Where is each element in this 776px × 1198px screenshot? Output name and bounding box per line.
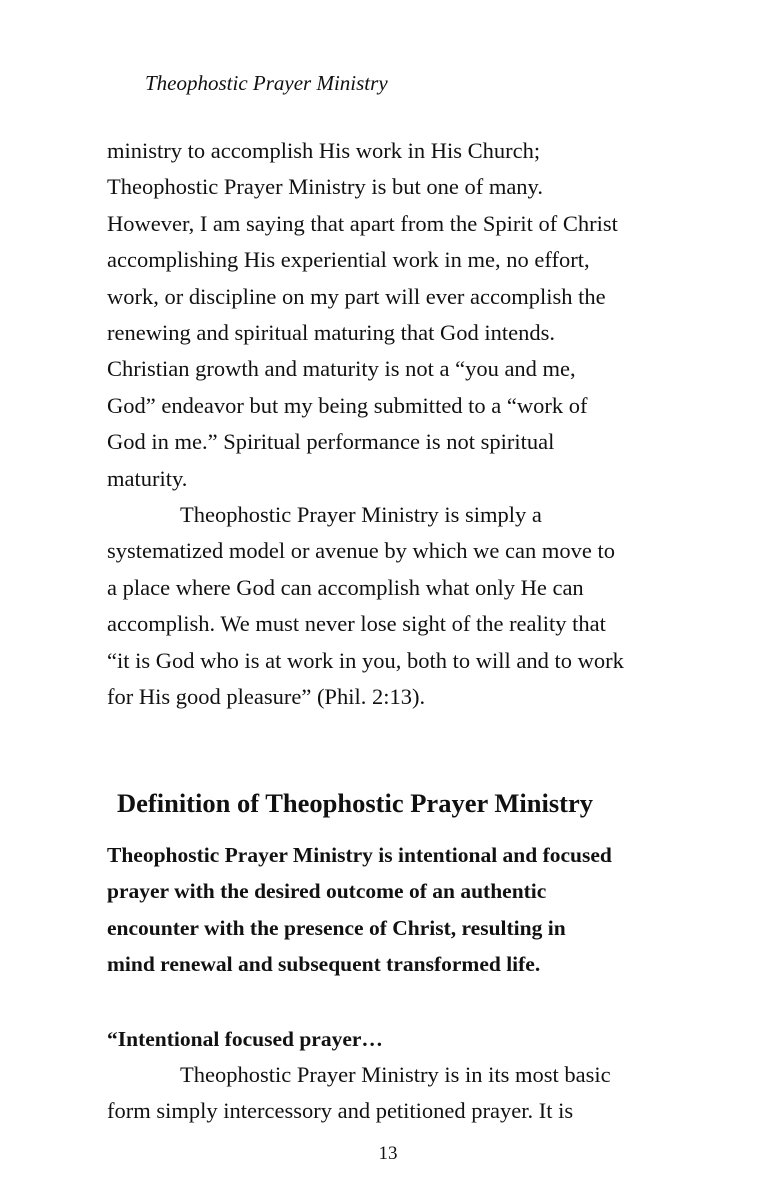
text-line: mind renewal and subsequent transformed life. [107, 952, 541, 977]
text-line: Theophostic Prayer Ministry is in its most basic [180, 1062, 611, 1087]
text-line: “it is God who is at work in you, both to will and to work [107, 647, 624, 673]
page-number: 13 [378, 1143, 398, 1164]
text-line: renewing and spiritual maturing that God intends. [107, 320, 556, 346]
text-line: Theophostic Prayer Ministry is but one of many. [107, 174, 543, 200]
subheading: “Intentional focused prayer… [107, 1027, 383, 1051]
running-header: Theophostic Prayer Ministry [145, 71, 388, 95]
text-line: for His good pleasure” (Phil. 2:13). [107, 684, 426, 710]
definition-paragraph [107, 837, 707, 983]
text-line: work, or discipline on my part will ever accomplish the [107, 283, 606, 309]
text-line: a place where God can accomplish what only He can [107, 574, 584, 600]
text-line: maturity. [107, 465, 188, 491]
body-paragraph [107, 133, 707, 497]
text-line: form simply intercessory and petitioned prayer. It is [107, 1098, 574, 1124]
text-line: accomplish. We must never lose sight of the reality that [107, 611, 606, 637]
body-paragraph [107, 497, 707, 715]
text-line: accomplishing His experiential work in me, no effort, [107, 247, 590, 273]
section-heading: Definition of Theophostic Prayer Ministry [117, 788, 593, 818]
text-line: Christian growth and maturity is not a “you and me, [107, 356, 576, 382]
text-line: God” endeavor but my being submitted to a “work of [107, 392, 588, 418]
text-line: systematized model or avenue by which we can move to [107, 538, 615, 564]
body-paragraph [107, 1057, 707, 1130]
text-line: Theophostic Prayer Ministry is simply a [180, 502, 542, 527]
text-line: prayer with the desired outcome of an authentic [107, 879, 547, 904]
text-line: ministry to accomplish His work in His Church; [107, 138, 541, 163]
text-line: God in me.” Spiritual performance is not spiritual [107, 429, 555, 455]
text-line: Theophostic Prayer Ministry is intentional and focused [107, 843, 612, 867]
text-line: encounter with the presence of Christ, resulting in [107, 915, 566, 940]
text-line: However, I am saying that apart from the Spirit of Christ [107, 210, 618, 236]
